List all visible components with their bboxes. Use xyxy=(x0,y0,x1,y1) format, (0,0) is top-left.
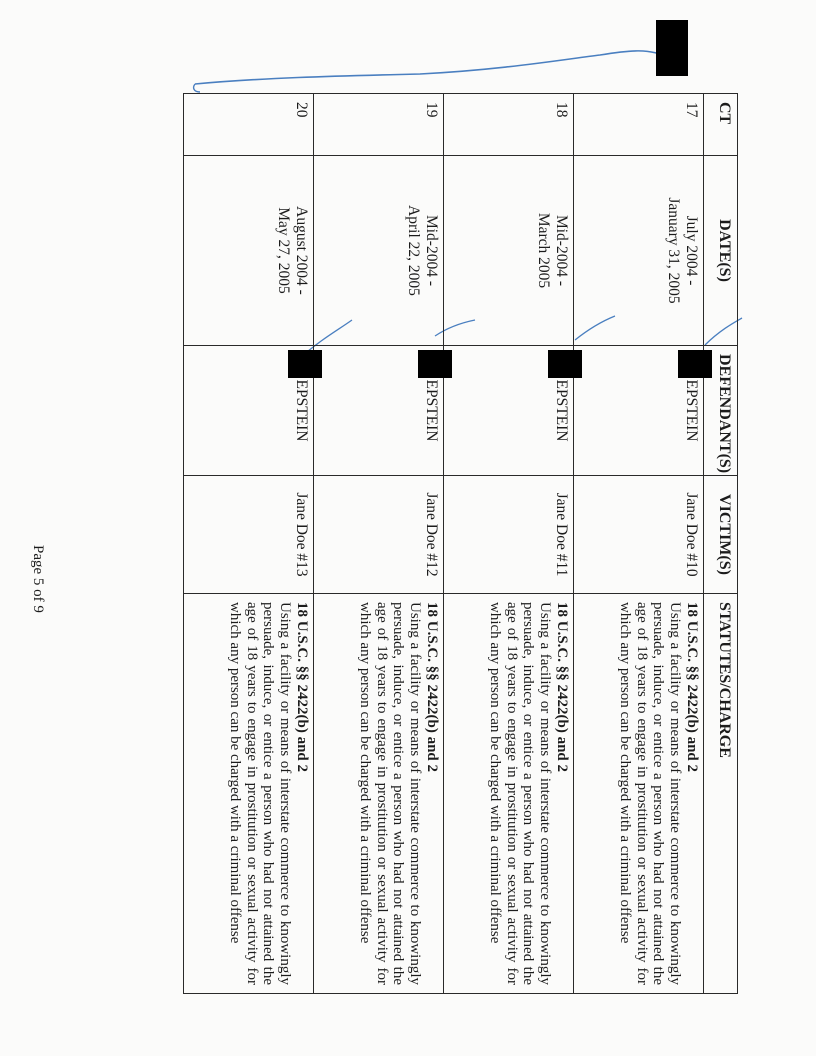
defendant-cell xyxy=(444,346,574,476)
statute-citation: 18 U.S.C. §§ 2422(b) and 2 xyxy=(294,602,310,773)
victim-name: Jane Doe #12 xyxy=(314,476,444,594)
date-start: July 2004 - xyxy=(683,215,700,286)
date-range xyxy=(314,156,444,346)
redaction-block xyxy=(656,20,688,76)
defendant-name: EPSTEIN xyxy=(553,379,570,442)
statute-charge xyxy=(184,594,314,994)
defendant-cell xyxy=(184,346,314,476)
date-range xyxy=(574,156,704,346)
redaction-block xyxy=(418,350,452,378)
header-victims: VICTIM(S) xyxy=(704,476,738,594)
redaction-block xyxy=(548,350,582,378)
count-number: 20 xyxy=(184,94,314,156)
charge-description: Using a facility or means of interstate commerce to knowingly persuade, induce, or entice a person who had not attained the age of 18 years to engage in prostitution or sexual activity for which any person can be charged with a criminal offense xyxy=(616,602,684,985)
date-start: Mid-2004 - xyxy=(553,214,570,287)
date-range xyxy=(444,156,574,346)
table-row xyxy=(574,94,704,994)
date-range xyxy=(184,156,314,346)
defendant-name: EPSTEIN xyxy=(293,379,310,442)
victim-name: Jane Doe #10 xyxy=(574,476,704,594)
charges-table xyxy=(183,93,738,994)
table-row xyxy=(184,94,314,994)
statute-citation: 18 U.S.C. §§ 2422(b) and 2 xyxy=(554,602,570,773)
charge-description: Using a facility or means of interstate commerce to knowingly persuade, induce, or entice a person who had not attained the age of 18 years to engage in prostitution or sexual activity for which any person can be charged with a criminal offense xyxy=(486,602,554,985)
statute-citation: 18 U.S.C. §§ 2422(b) and 2 xyxy=(684,602,700,773)
page-number: Page 5 of 9 xyxy=(30,545,46,613)
charge-description: Using a facility or means of interstate commerce to knowingly persuade, induce, or entice a person who had not attained the age of 18 years to engage in prostitution or sexual activity for which any person can be charged with a criminal offense xyxy=(226,602,294,985)
header-statutes: STATUTES/CHARGE xyxy=(704,594,738,994)
defendant-cell xyxy=(314,346,444,476)
statute-charge xyxy=(574,594,704,994)
table-row xyxy=(444,94,574,994)
date-end: May 27, 2005 xyxy=(275,207,293,294)
statute-charge xyxy=(314,594,444,994)
date-end: January 31, 2005 xyxy=(665,197,683,304)
defendant-name: EPSTEIN xyxy=(683,379,700,442)
table-header-row xyxy=(704,94,738,994)
table-row xyxy=(314,94,444,994)
statute-charge xyxy=(444,594,574,994)
date-end: March 2005 xyxy=(535,212,553,289)
redaction-block xyxy=(678,350,712,378)
statute-citation: 18 U.S.C. §§ 2422(b) and 2 xyxy=(424,602,440,773)
date-start: Mid-2004 - xyxy=(423,214,440,287)
date-start: August 2004 - xyxy=(293,206,310,295)
defendant-name: EPSTEIN xyxy=(423,379,440,442)
header-dates: DATE(S) xyxy=(704,156,738,346)
header-defendants: DEFENDANT(S) xyxy=(704,346,738,476)
header-ct: CT xyxy=(704,94,738,156)
defendant-cell xyxy=(574,346,704,476)
count-number: 18 xyxy=(444,94,574,156)
victim-name: Jane Doe #13 xyxy=(184,476,314,594)
count-number: 19 xyxy=(314,94,444,156)
charge-description: Using a facility or means of interstate commerce to knowingly persuade, induce, or entice a person who had not attained the age of 18 years to engage in prostitution or sexual activity for which any person can be charged with a criminal offense xyxy=(356,602,424,985)
victim-name: Jane Doe #11 xyxy=(444,476,574,594)
charges-table-container xyxy=(193,93,738,993)
date-end: April 22, 2005 xyxy=(405,205,423,296)
redaction-block xyxy=(288,350,322,378)
count-number: 17 xyxy=(574,94,704,156)
